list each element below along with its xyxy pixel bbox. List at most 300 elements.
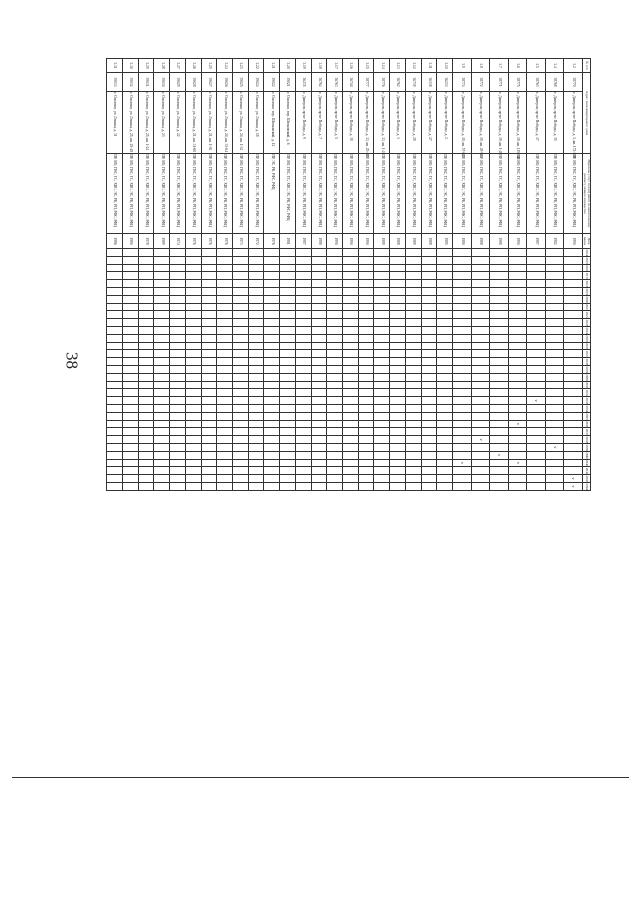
row-code: 39031 [138,73,154,92]
year-mark-cell [232,280,248,288]
year-mark-cell [471,467,490,475]
year-mark-cell [508,397,527,405]
header-year: 2025 [582,334,590,342]
year-mark-cell [280,482,296,490]
year-mark-cell [280,451,296,459]
year-mark-cell [421,397,437,405]
year-mark-cell [295,482,311,490]
row-code: 39029 [170,73,186,92]
year-mark-cell [138,420,154,428]
year-mark-cell [358,389,374,397]
year-mark-cell [154,280,170,288]
year-mark-cell [437,350,453,358]
year-mark-cell [248,475,264,483]
year-mark-cell [232,436,248,444]
year-mark-cell [138,451,154,459]
year-mark-cell [280,420,296,428]
year-mark-cell [545,288,564,296]
year-mark-cell [232,326,248,334]
year-mark-cell [138,326,154,334]
header-year: 2043 [582,475,590,483]
year-mark-cell [527,482,546,490]
header-date: Дата ввода [582,234,590,249]
year-mark-cell [374,467,390,475]
year-mark-cell [280,249,296,257]
row-code: 39033 [107,73,123,92]
year-mark-cell [564,397,583,405]
year-mark-cell [280,475,296,483]
row-date: 1976 [217,234,233,249]
year-mark-cell [453,350,472,358]
year-mark-cell [453,365,472,373]
row-date: 1987 [295,234,311,249]
year-mark-cell [490,334,509,342]
year-mark-cell [201,249,217,257]
header-year: 2014 [582,249,590,257]
year-mark-cell [453,256,472,264]
year-mark-cell [122,459,138,467]
year-mark-cell: v [471,436,490,444]
year-mark-cell [248,467,264,475]
year-mark-cell [327,303,343,311]
row-address: г. Ожогино, ул. Ленина, д. 18 [248,92,264,154]
year-mark-cell [545,428,564,436]
year-mark-cell [107,280,123,288]
year-mark-cell [264,342,280,350]
year-mark-cell [508,428,527,436]
year-mark-cell [471,319,490,327]
header-year: 2021 [582,303,590,311]
year-mark-cell [154,303,170,311]
year-mark-cell [405,295,421,303]
year-mark-cell [343,482,359,490]
year-mark-cell [405,280,421,288]
year-mark-cell [170,249,186,257]
year-mark-cell [545,467,564,475]
year-mark-cell [527,389,546,397]
year-mark-cell [390,475,406,483]
year-mark-cell [232,350,248,358]
year-mark-cell [170,459,186,467]
row-address: г. Дмитров, пр-кт Победы, д. 19, кв. 115-142 [508,92,527,154]
row-date: 1986 [107,234,123,249]
year-mark-cell [508,334,527,342]
year-mark-cell [453,373,472,381]
year-mark-cell [248,420,264,428]
year-mark-cell [232,381,248,389]
year-mark-cell [327,459,343,467]
year-mark-cell [201,412,217,420]
year-mark-cell [217,319,233,327]
year-mark-cell [358,326,374,334]
year-mark-cell [185,311,201,319]
year-mark-cell [453,436,472,444]
year-mark-cell [508,288,527,296]
year-mark-cell [374,428,390,436]
year-mark-cell [185,389,201,397]
year-mark-cell [527,334,546,342]
year-mark-cell [421,451,437,459]
year-mark-cell [295,350,311,358]
header-year: 2023 [582,319,590,327]
year-mark-cell [107,311,123,319]
year-mark-cell [311,280,327,288]
year-mark-cell [280,443,296,451]
year-mark-cell [170,420,186,428]
year-mark-cell [295,467,311,475]
year-mark-cell [343,443,359,451]
year-mark-cell [138,319,154,327]
year-mark-cell [490,459,509,467]
year-mark-cell [358,451,374,459]
year-mark-cell [490,365,509,373]
row-code: 38771 [490,73,509,92]
year-mark-cell [201,428,217,436]
row-address: г. Ожогино, ул. Ленина, д. 25, кв. 25-48 [122,92,138,154]
year-mark-cell [437,280,453,288]
row-works: ПР, ВО, ГВС, ТС, ХВС, ЭС, РК, РП, РФС, РФЦ [185,154,201,234]
year-mark-cell [295,443,311,451]
header-year: 2032 [582,389,590,397]
year-mark-cell [327,482,343,490]
year-mark-cell [358,373,374,381]
year-mark-cell [201,443,217,451]
year-mark-cell [421,303,437,311]
year-mark-cell [390,326,406,334]
table-row [421,59,437,491]
year-mark-cell [471,428,490,436]
year-mark-cell [508,365,527,373]
year-mark-cell [201,397,217,405]
year-mark-cell [232,404,248,412]
year-mark-cell [508,303,527,311]
year-mark-cell [185,264,201,272]
year-mark-cell [107,475,123,483]
year-mark-cell [201,358,217,366]
year-mark-cell [217,358,233,366]
year-mark-cell [564,295,583,303]
row-works: ПР, ВО, ГВС, ТС, ХВС, ЭС, РК, РП, РФС, РФЦ [453,154,472,234]
row-works: ПР, ВО, ГВС, ТС, ХВС, ЭС, РК, РП, РФС, РФЦ [201,154,217,234]
year-mark-cell [280,381,296,389]
year-mark-cell [545,311,564,319]
year-mark-cell [405,459,421,467]
year-mark-cell [343,256,359,264]
year-mark-cell [185,334,201,342]
year-mark-cell [264,288,280,296]
row-number: 3.16 [343,59,359,73]
year-mark-cell [374,365,390,373]
year-mark-cell [564,467,583,475]
year-mark-cell [527,358,546,366]
year-mark-cell [185,272,201,280]
year-mark-cell [295,381,311,389]
year-mark-cell [311,436,327,444]
year-mark-cell [327,319,343,327]
year-mark-cell [508,358,527,366]
year-mark-cell [453,311,472,319]
row-number: 3.22 [248,59,264,73]
year-mark-cell [122,326,138,334]
year-mark-cell [374,319,390,327]
year-mark-cell [107,443,123,451]
page-number: 38 [62,352,82,369]
year-mark-cell [471,365,490,373]
row-address: г. Ожогино, ул. Ленина, д. 31 [107,92,123,154]
year-mark-cell [107,420,123,428]
row-code: 39026 [217,73,233,92]
row-number: 3.15 [358,59,374,73]
year-mark-cell [545,358,564,366]
row-date: 1988 [390,234,406,249]
year-mark-cell [232,412,248,420]
year-mark-cell: v [545,443,564,451]
year-mark-cell [185,397,201,405]
year-mark-cell [107,397,123,405]
year-mark-cell [122,420,138,428]
year-mark-cell [453,288,472,296]
row-number: 3.31 [107,59,123,73]
header-year: 2044 [582,482,590,490]
year-mark-cell [154,256,170,264]
row-address: г. Ожогино, пер. Шелковский, д. 6 [280,92,296,154]
year-mark-cell [405,264,421,272]
year-mark-cell [545,420,564,428]
row-address: г. Дмитров, пр-кт Победы, д. 2 [437,92,453,154]
year-mark-cell [154,404,170,412]
year-mark-cell [170,256,186,264]
table-row [390,59,406,491]
year-mark-cell [185,420,201,428]
year-mark-cell [527,264,546,272]
year-mark-cell [374,342,390,350]
year-mark-cell [138,303,154,311]
year-mark-cell [201,389,217,397]
year-mark-cell [471,264,490,272]
table-row [217,59,233,491]
row-number: 3.13 [390,59,406,73]
year-mark-cell [217,404,233,412]
year-mark-cell [545,334,564,342]
year-mark-cell [405,326,421,334]
row-number: 3.12 [405,59,421,73]
row-address: г. Ожогино, ул. Ленина, д. 22 [170,92,186,154]
year-mark-cell [421,280,437,288]
year-mark-cell [248,311,264,319]
year-mark-cell [201,288,217,296]
year-mark-cell [453,249,472,257]
year-mark-cell [471,334,490,342]
year-mark-cell [490,412,509,420]
row-works: ПР, ВО, ГВС, ТС, ХВС, ЭС, РК, РП, РФС, РФЦ [311,154,327,234]
year-mark-cell [437,311,453,319]
year-mark-cell [264,397,280,405]
year-mark-cell [358,280,374,288]
year-mark-cell [154,311,170,319]
year-mark-cell [154,482,170,490]
year-mark-cell [471,256,490,264]
year-mark-cell [311,295,327,303]
year-mark-cell [390,443,406,451]
year-mark-cell [405,451,421,459]
year-mark-cell [508,256,527,264]
row-address: г. Ожогино, ул. Ленина, д. 20, кв. 33-64 [217,92,233,154]
year-mark-cell [527,459,546,467]
row-address: г. Дмитров, пр-кт Победы, д. 15 [545,92,564,154]
year-mark-cell [138,350,154,358]
year-mark-cell [201,256,217,264]
year-mark-cell [564,420,583,428]
row-code: 38776 [374,73,390,92]
year-mark-cell [564,280,583,288]
year-mark-cell [564,443,583,451]
year-mark-cell [490,428,509,436]
year-mark-cell [490,256,509,264]
year-mark-cell [358,295,374,303]
year-mark-cell [154,475,170,483]
year-mark-cell [490,326,509,334]
year-mark-cell [471,482,490,490]
year-mark-cell [508,249,527,257]
year-mark-cell [471,272,490,280]
year-mark-cell [138,404,154,412]
year-mark-cell [390,404,406,412]
year-mark-cell [138,412,154,420]
year-mark-cell [390,482,406,490]
year-mark-cell [405,272,421,280]
year-mark-cell [564,319,583,327]
row-code: 38774 [453,73,472,92]
year-mark-cell [343,420,359,428]
year-mark-cell [185,381,201,389]
year-mark-cell [405,412,421,420]
year-mark-cell [327,365,343,373]
year-mark-cell [508,350,527,358]
table-row [170,59,186,491]
year-mark-cell: v [508,459,527,467]
row-works: ПР, ВО, ГВС, ТС, ХВС, ЭС, РК, РП, РФС, РФЦ [421,154,437,234]
year-mark-cell [545,326,564,334]
year-mark-cell [280,342,296,350]
year-mark-cell [390,420,406,428]
row-works: ПР, ВО, ГВС, ТС, ХВС, ЭС, РК, РП, РФС, РФЦ [437,154,453,234]
year-mark-cell [343,365,359,373]
year-mark-cell [527,381,546,389]
year-mark-cell [390,295,406,303]
year-mark-cell [154,365,170,373]
row-number: 3.28 [154,59,170,73]
year-mark-cell [508,404,527,412]
year-mark-cell [471,342,490,350]
table-row [201,59,217,491]
year-mark-cell [154,381,170,389]
year-mark-cell [327,249,343,257]
header-year: 2027 [582,350,590,358]
year-mark-cell [343,288,359,296]
year-mark-cell [154,249,170,257]
row-number: 3.7 [490,59,509,73]
year-mark-cell [280,326,296,334]
year-mark-cell [232,397,248,405]
year-mark-cell [170,288,186,296]
year-mark-cell [280,467,296,475]
year-mark-cell [185,303,201,311]
year-mark-cell [545,412,564,420]
table-row [280,59,296,491]
year-mark-cell [564,436,583,444]
year-mark-cell [248,397,264,405]
year-mark-cell [437,397,453,405]
year-mark-cell [421,428,437,436]
year-mark-cell [295,428,311,436]
year-mark-cell [201,334,217,342]
year-mark-cell [311,428,327,436]
year-mark-cell [170,326,186,334]
year-mark-cell [185,350,201,358]
header-year: 2024 [582,326,590,334]
year-mark-cell [107,404,123,412]
year-mark-cell [471,249,490,257]
year-mark-cell [138,381,154,389]
year-mark-cell [248,459,264,467]
year-mark-cell [343,373,359,381]
year-mark-cell [232,482,248,490]
year-mark-cell [217,288,233,296]
year-mark-cell [280,358,296,366]
year-mark-cell [264,280,280,288]
table-header-row [582,59,590,491]
year-mark-cell [405,303,421,311]
row-date: 1976 [185,234,201,249]
year-mark-cell [122,373,138,381]
year-mark-cell [264,358,280,366]
year-mark-cell [421,272,437,280]
row-date: 1976 [264,234,280,249]
row-number: 3.18 [311,59,327,73]
year-mark-cell [232,256,248,264]
year-mark-cell [264,459,280,467]
year-mark-cell [327,256,343,264]
year-mark-cell [138,475,154,483]
year-mark-cell [217,249,233,257]
year-mark-cell [390,459,406,467]
year-mark-cell [437,436,453,444]
year-mark-cell [453,334,472,342]
row-address: г. Ожогино, ул. Ленина, д. 20, кв. 1-32 [232,92,248,154]
row-code: 39021 [280,73,296,92]
year-mark-cell [170,389,186,397]
year-mark-cell [437,342,453,350]
year-mark-cell [343,412,359,420]
year-mark-cell [122,475,138,483]
year-mark-cell [201,475,217,483]
year-mark-cell [421,264,437,272]
year-mark-cell [232,272,248,280]
year-mark-cell [405,342,421,350]
year-mark-cell [311,404,327,412]
year-mark-cell [107,467,123,475]
row-date: 1985 [437,234,453,249]
year-mark-cell [421,249,437,257]
year-mark-cell [564,428,583,436]
row-code: 38770 [564,73,583,92]
year-mark-cell [264,482,280,490]
year-mark-cell [311,365,327,373]
year-mark-cell [138,397,154,405]
year-mark-cell [154,334,170,342]
year-mark-cell [185,249,201,257]
year-mark-cell [122,256,138,264]
